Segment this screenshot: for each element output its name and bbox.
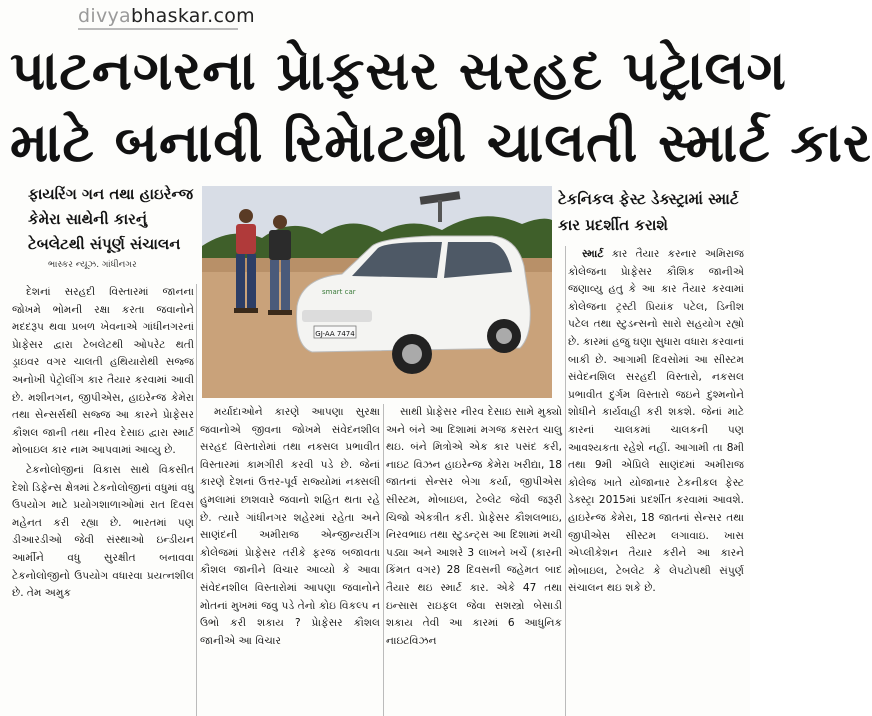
- news-photo: [202, 186, 552, 398]
- masthead-bhaskar: bhaskar: [130, 5, 208, 27]
- photo-illustration: [202, 186, 552, 398]
- article-column-3: [386, 404, 562, 716]
- article-paragraph: સાથી પ્રાેફેસર નીરવ દેસાઇ સામે મુક્યો અને બંને આ દિશામાં મગજ કસરત ચાલુ થઇ. બંને મિત્રોએ એક કાર પસંદ કરી, નાઇટ વિઝન હાઇરેન્જ કેમેરા ખરીદ્યા, 18 જાતનાં સેન્સર બેગા કર્યા, જીપીએસ સીસ્ટમ, મોબાઇલ, ટેબ્લેટ જેવી જરૂરી ચિજો એકત્રીત કરી. પ્રાેફેસર કૌશલભાઇ, નિરવભાઇ તથા સ્ટુડન્ટ્સ આ દિશામાં મચી પડ્યા અને આશરે 3 લાખને ખર્ચે (કારની કિંમત વગર) 28 દિવસની જહેમત બાદ તૈયાર થઇ સ્માર્ટ કાર. એકે 47 તથા ઇન્સાસ રાઇફલ જેવા સશસ્ત્રો બેસાડી શકાય તેવી આ કારમાં 6 આધુનિક નાઇટવિઝન: [386, 406, 562, 647]
- paragraph-lead-word: સ્માર્ટ: [582, 248, 604, 260]
- column-divider: [565, 246, 566, 716]
- article-column-4: [568, 246, 744, 716]
- car-door-text: smart car: [322, 288, 356, 296]
- column-divider: [383, 404, 384, 716]
- article-paragraph: [568, 246, 744, 598]
- license-plate: GJ-AA 7474: [315, 330, 355, 338]
- masthead-divider: [78, 28, 238, 30]
- article-paragraph: ટેકનોલોજીનાં વિકાસ સાથે વિકસીત દેશો ડિફેન્સ ક્ષેત્રમાં ટેકનોલોજીનાં વધુમાં વધુ ઉપયોગ માટે પ્રયોગશાળાઓમાં રાત દિવસ મહેનત કરી રહ્યા છે. ભારતમાં પણ ડીઆરડીઓ જેવી સંસ્થાઓ ઇન્ડીયન આર્મીને વધુ સુરક્ષીત બનાવવા ટેકનોલોજીનો ઉપયોગ વધારવા પ્રયત્નશીલ છે. તેમ અમુક: [12, 463, 194, 600]
- subheadline-left: ફાયરિંગ ગન તથા હાઇરેન્જ કેમેરા સાથેની કારનું ટેબલેટથી સંપૂર્ણ સંચાલન: [28, 185, 194, 253]
- subheadline-right: ટેકનિકલ ફેસ્ટ ડેક્સ્ટ્રામાં સ્માર્ટ કાર પ્રદર્શીત કરાશે: [558, 190, 739, 234]
- column-divider: [196, 284, 197, 716]
- article-paragraph: મર્યાદાઓને કારણે આપણા સુરક્ષા જવાનોએ જીવના જોખમે સંવેદનશીલ સરહદ વિસ્તારોમાં તથા નક્સલ પ્રભાવીત વિસ્તારમાં કામગીરી કરવી પડે છે. જેનાં કારણે દેશનાં ઉત્તર-પૂર્વ રાજ્યોમાં નક્સલી હુમલામાં છાશવારે જવાનો શહિત થતા રહે છે. ત્યારે ગાંધીનગર શહેરમાં રહેતા અને સાણંદની અમીરાજ એન્જીન્યરીંગ કોલેજમાં પ્રાેફેસર તરીકે ફરજ બજાવતા કૌશલ જાનીને વિચાર આવ્યો કે આવા સંવેદનશીલ વિસ્તારોમાં આપણા જવાનોને મોતનાં મુખમાં જવુ પડે તેનો કોઇ વિકલ્પ ન ઉભો કરી શકાય ? પ્રાેફેસર કૌશલ જાનીએ આ વિચાર: [200, 406, 380, 647]
- article-column-2: [200, 404, 380, 716]
- article-paragraph: દેશનાં સરહદી વિસ્તારમાં જાનના જોખમે ભોમની રક્ષા કરતા જવાનોને મદદરૂપ થવા પ્રબળ ખેવનાએ ગાંધીનગરનાં પ્રાેફેસર દ્વારા ટેબલેટથી ઓપરેટ થતી ડ્રાઇવર વગર ચાલતી હથિયારોથી સજ્જ અનોખી પેટ્રોલીંગ કાર તૈયાર કરવામાં આવી છે. મશીનગન, જીપીએસ, હાઇરેન્જ કેમેરા તથા સેન્સર્સથી સજ્જ આ કારને પ્રાેફેસર કૌશલ જાની તથા નીરવ દેસાઇ દ્વારા સ્માર્ટ મોબાઇલ કાર નામ આપવામાં આવ્યુ છે.: [12, 286, 194, 457]
- article-column-1: [12, 284, 194, 716]
- headline-line-2: માટે બનાવી રિમાેટથી ચાલતી સ્માર્ટ કાર: [10, 111, 872, 174]
- masthead-dotcom: .com: [207, 5, 255, 27]
- headline-line-1: પાટનગરના પ્રાેફસર સરહદ પટ્રાેલગ: [10, 39, 787, 102]
- article-paragraph-text: કાર તૈયાર કરનાર અમિરાજ કોલેજના પ્રાેફેસર કૌશિક જાનીએ જણાવ્યુ હતુ કે આ કાર તૈયાર કરવામાં કોલેજના ટ્રસ્ટી પ્રિયાંક પટેલ, ડિનીશ પટેલ તથા સ્ટુડન્સનો સારો સહયોગ રહ્યો છે. કારમાં હજુ ઘણા સુધારા વધારા કરવાનાં બાકી છે. આગામી દિવસોમાં આ સીસ્ટમ સંવેદનશિલ સરહદી વિસ્તારો, નકસલ પ્રભાવીત દુર્ગમ વિસ્તારો જઇને દુશ્મનોને શોધીને કાર્યવાહી કરી શકશે. જેનાં માટે કારનાં ચાલકમાં ચાલકની પણ આવશ્યકતા રહેશે નહીં. આગામી તા 8મી તથા 9મી એપ્રિલે સાણંદમાં અમીરાજ કોલેજ ખાતે યોજાનાર ટેકનીકલ ફેસ્ટ ડેક્સ્ટ્રા 2015માં પ્રદર્શીત કરવામાં આવશે. હાઇરેન્જ કેમેરા, 18 જાતનાં સેન્સર તથા જીપીએસ સીસ્ટમ લગાવાઇ. ખાસ એપ્લીકેશન તૈયાર કરીને આ કારને મોબાઇલ, ટેબલેટ કે લેપટોપથી સંપુર્ણ સંચાલન થઇ શકે છે.: [568, 248, 744, 595]
- masthead-divya: divya: [78, 5, 131, 27]
- byline: ભાસ્કર ન્યૂઝ. ગાંધીનગર: [48, 260, 137, 270]
